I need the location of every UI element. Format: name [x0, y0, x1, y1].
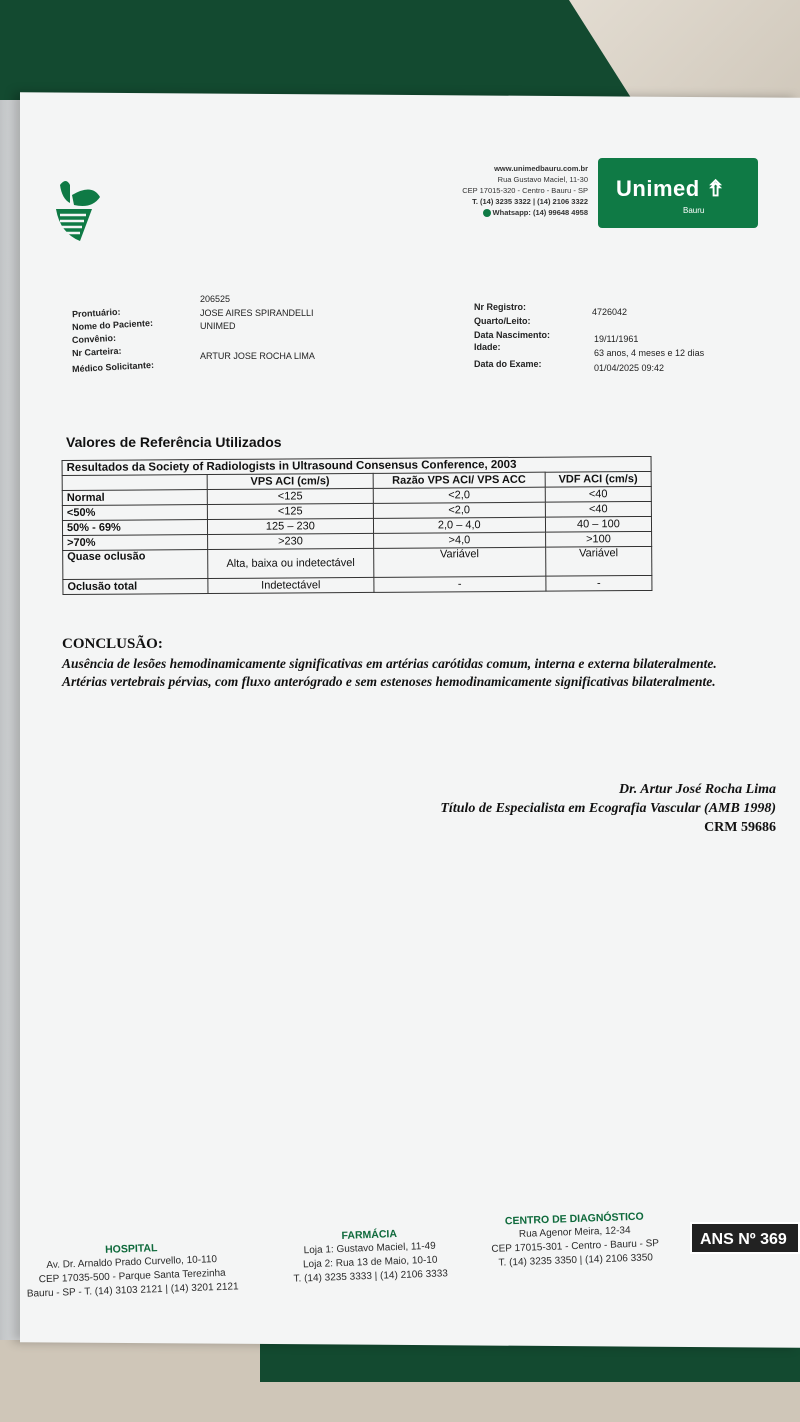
brand-city: Bauru [683, 206, 705, 215]
header-contact-block [400, 163, 588, 218]
cell: Alta, baixa ou indetectável [208, 548, 374, 578]
registro-label: Nr Registro: [474, 302, 527, 312]
nascimento-value: 19/11/1961 [594, 334, 639, 344]
doctor-crm: CRM 59686 [704, 820, 776, 835]
brand-name: Unimed ⇮ [616, 176, 726, 201]
doctor-name: Dr. Artur José Rocha Lima [618, 782, 776, 797]
cell: - [374, 576, 546, 592]
footer-hospital [21, 1238, 243, 1302]
prontuario-value: 206525 [200, 294, 231, 304]
row-label: Quase oclusão [63, 550, 208, 580]
registro-value: 4726042 [592, 307, 628, 317]
cell: <125 [207, 488, 373, 504]
exame-value: 01/04/2025 09:42 [594, 363, 665, 373]
hospital-line2: CEP 17035-500 - Parque Santa Terezinha [38, 1267, 226, 1286]
conclusion-heading: CONCLUSÃO: [62, 636, 163, 652]
medico-value: ARTUR JOSE ROCHA LIMA [200, 351, 315, 361]
quarto-label: Quarto/Leito: [474, 316, 531, 326]
cell: <125 [207, 503, 373, 519]
header-razao: Razão VPS ACI/ VPS ACC [373, 472, 545, 488]
conclusion-paragraph-1: Ausência de lesões hemodinamicamente significativas em artérias carótidas comum, interna e externa bilateralmente. [62, 656, 717, 671]
footer-farmacia [269, 1225, 471, 1288]
hospital-line1: Av. Dr. Arnaldo Prado Curvello, 10-110 [46, 1254, 218, 1271]
unimed-tree-icon: ⇮ [706, 176, 726, 201]
idade-label: Idade: [474, 342, 501, 352]
table-caption: Resultados da Society of Radiologists in Ultrasound Consensus Conference, 2003 [62, 456, 651, 475]
nome-label: Nome do Paciente: [71, 317, 154, 333]
convenio-value: UNIMED [200, 321, 236, 331]
row-label: Normal [62, 490, 207, 506]
address-line2: CEP 17015-320 - Centro - Bauru - SP [462, 186, 588, 195]
cd-line3: T. (14) 3235 3350 | (14) 2106 3350 [498, 1252, 654, 1269]
cell: <2,0 [373, 502, 545, 518]
farmacia-line1: Loja 1: Gustavo Maciel, 11-49 [303, 1240, 436, 1257]
signature-block [380, 780, 776, 837]
cell: >4,0 [373, 532, 545, 548]
header-vps-aci: VPS ACI (cm/s) [207, 473, 373, 489]
cell: Variável [545, 546, 651, 576]
cell: <2,0 [373, 487, 545, 503]
nome-value: JOSE AIRES SPIRANDELLI [200, 308, 314, 318]
footer-centro-diagnostico [474, 1209, 676, 1272]
whatsapp-line [400, 207, 588, 218]
farmacia-line3: T. (14) 3235 3333 | (14) 2106 3333 [293, 1268, 449, 1285]
cell: 125 – 230 [207, 518, 373, 534]
cell: - [546, 575, 652, 591]
row-label: 50% - 69% [62, 520, 207, 536]
reference-title: Valores de Referência Utilizados [66, 434, 282, 450]
address-line1: Rua Gustavo Maciel, 11-30 [497, 175, 588, 184]
nascimento-label: Data Nascimento: [474, 330, 551, 340]
cell: <40 [545, 501, 651, 517]
unimed-brand-badge [598, 158, 758, 228]
hospital-line3: Bauru - SP - T. (14) 3103 2121 | (14) 3201 2121 [26, 1281, 239, 1300]
cd-line1: Rua Agenor Meira, 12-34 [518, 1225, 631, 1240]
cell: Variável [373, 547, 545, 577]
unimed-leaf-logo-icon [52, 175, 112, 245]
cd-title: CENTRO DE DIAGNÓSTICO [504, 1210, 644, 1228]
convenio-label: Convênio: [71, 332, 117, 346]
cell: >230 [208, 533, 374, 549]
farmacia-line2: Loja 2: Rua 13 de Maio, 10-10 [302, 1254, 438, 1271]
row-label: Oclusão total [63, 579, 208, 595]
row-label: >70% [63, 535, 208, 551]
cell: 2,0 – 4,0 [373, 517, 545, 533]
medico-label: Médico Solicitante: [71, 359, 155, 375]
farmacia-title: FARMÁCIA [341, 1228, 398, 1242]
ans-badge: ANS Nº 369 [690, 1222, 800, 1254]
cell: >100 [545, 531, 651, 547]
idade-value: 63 anos, 4 meses e 12 dias [594, 348, 705, 358]
conclusion-section [62, 636, 767, 691]
row-label: <50% [62, 505, 207, 521]
header-vdf-aci: VDF ACI (cm/s) [545, 471, 651, 487]
cd-line2: CEP 17015-301 - Centro - Bauru - SP [491, 1238, 660, 1255]
doctor-title: Título de Especialista em Ecografia Vascular (AMB 1998) [440, 801, 776, 816]
cell: 40 – 100 [545, 516, 651, 532]
conclusion-paragraph-2: Artérias vertebrais pérvias, com fluxo anterógrado e sem estenoses hemodinamicamente significativas bilateralmente. [62, 674, 716, 689]
whatsapp-icon [483, 209, 491, 217]
hospital-title: HOSPITAL [104, 1242, 158, 1256]
table-row [63, 546, 652, 579]
cell: <40 [545, 486, 651, 502]
exame-label: Data do Exame: [474, 359, 542, 369]
whatsapp-text: Whatsapp: (14) 99648 4958 [492, 208, 588, 217]
document-page [20, 92, 800, 1347]
header-empty [62, 475, 207, 491]
reference-table [62, 456, 653, 595]
carteira-label: Nr Carteira: [71, 345, 122, 359]
cell: Indetectável [208, 577, 374, 593]
prontuario-label: Prontuário: [71, 306, 121, 320]
phone-line: T. (14) 3235 3322 | (14) 2106 3322 [472, 197, 588, 206]
website-link: www.unimedbauru.com.br [494, 164, 588, 173]
